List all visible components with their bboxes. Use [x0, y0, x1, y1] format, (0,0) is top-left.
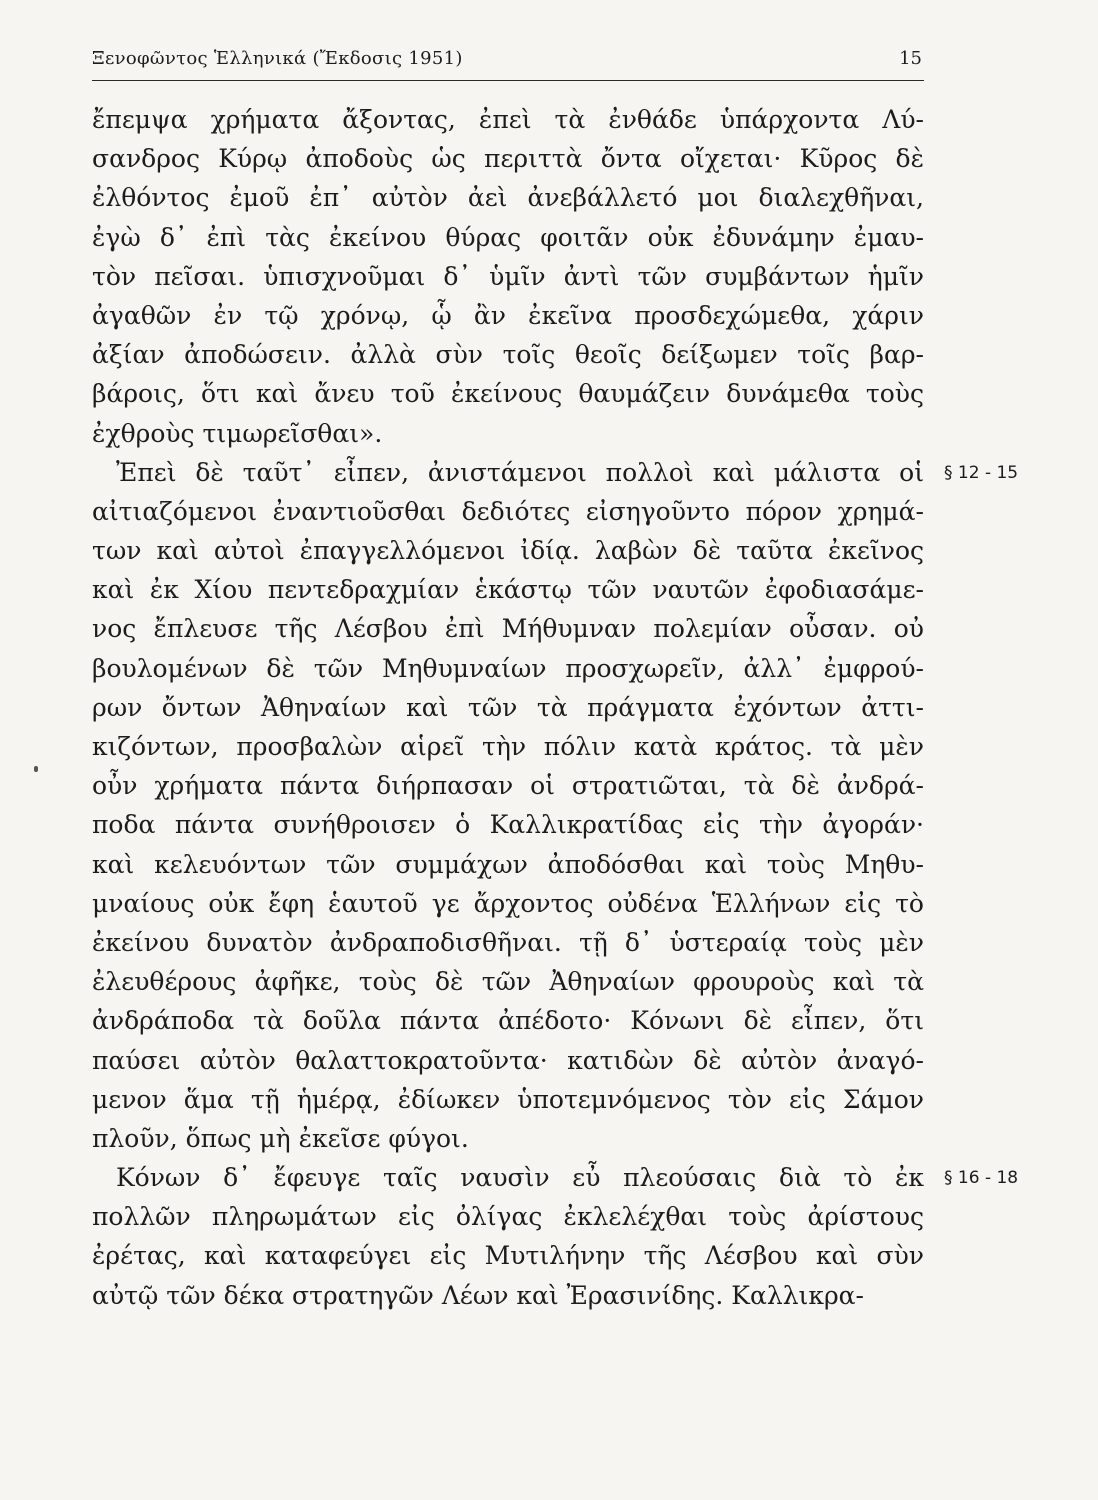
text-line: οὖν χρήματα πάντα διήρπασαν οἱ στρατιῶται, τὰ δὲ ἀνδρά- [92, 771, 924, 801]
body-text [92, 100, 924, 1315]
text-line: ἐλευθέρους ἀφῆκε, τοὺς δὲ τῶν Ἀθηναίων φρουροὺς καὶ τὰ [92, 967, 924, 997]
text-line: ρων ὄντων Ἀθηναίων καὶ τῶν τὰ πράγματα ἐχόντων ἀττι- [92, 692, 924, 722]
text-line: παύσει αὐτὸν θαλαττοκρατοῦντα· κατιδὼν δὲ αὐτὸν ἀναγό- [92, 1045, 924, 1075]
text-line: Κόνων δ᾽ ἔφευγε ταῖς ναυσὶν εὖ πλεούσαις διὰ τὸ ἐκ [116, 1163, 924, 1193]
text-line: σανδρος Κύρῳ ἀποδοὺς ὡς περιττὰ ὄντα οἴχεται· Κῦρος δὲ [92, 144, 924, 174]
text-line: ἐλθόντος ἐμοῦ ἐπ᾽ αὐτὸν ἀεὶ ἀνεβάλλετό μοι διαλεχθῆναι, [92, 183, 924, 213]
text-line: πλοῦν, ὅπως μὴ ἐκεῖσε φύγοι. [92, 1123, 469, 1153]
page-number: 15 [899, 48, 922, 69]
text-line: βάροις, ὅτι καὶ ἄνευ τοῦ ἐκείνους θαυμάζειν δυνάμεθα τοὺς [92, 379, 924, 409]
text-line: ἐχθροὺς τιμωρεῖσθαι». [92, 418, 383, 448]
margin-note-section-ref: § 12 - 15 [944, 462, 1019, 483]
header-title: Ξενοφῶντος Ἑλληνικά (Ἔκδοσις 1951) [92, 48, 463, 69]
margin-note-section-ref: § 16 - 18 [944, 1168, 1019, 1189]
text-line: ἀξίαν ἀποδώσειν. ἀλλὰ σὺν τοῖς θεοῖς δείξωμεν τοῖς βαρ- [92, 340, 924, 370]
text-line: ποδα πάντα συνήθροισεν ὁ Καλλικρατίδας εἰς τὴν ἀγοράν· [92, 810, 924, 840]
print-speck [34, 766, 38, 772]
running-header [92, 46, 924, 81]
text-line: ἐρέτας, καὶ καταφεύγει εἰς Μυτιλήνην τῆς Λέσβου καὶ σὺν [92, 1241, 924, 1271]
text-line: καὶ κελευόντων τῶν συμμάχων ἀποδόσθαι καὶ τοὺς Μηθυ- [92, 849, 924, 879]
text-line: ἀγαθῶν ἐν τῷ χρόνῳ, ᾧ ἂν ἐκεῖνα προσδεχώμεθα, χάριν [92, 300, 924, 330]
text-line: Ἐπεὶ δὲ ταῦτ᾽ εἶπεν, ἀνιστάμενοι πολλοὶ καὶ μάλιστα οἱ [116, 457, 924, 487]
text-line: αἰτιαζόμενοι ἐναντιοῦσθαι δεδιότες εἰσηγοῦντο πόρον χρημά- [92, 496, 924, 526]
text-line: καὶ ἐκ Χίου πεντεδραχμίαν ἑκάστῳ τῶν ναυτῶν ἐφοδιασάμε- [92, 575, 924, 605]
text-line: κιζόντων, προσβαλὼν αἱρεῖ τὴν πόλιν κατὰ κράτος. τὰ μὲν [92, 732, 924, 761]
text-line: μενον ἅμα τῇ ἡμέρᾳ, ἐδίωκεν ὑποτεμνόμενος τὸν εἰς Σάμον [92, 1084, 924, 1114]
text-line: των καὶ αὐτοὶ ἐπαγγελλόμενοι ἰδίᾳ. λαβὼν δὲ ταῦτα ἐκεῖνος [92, 536, 924, 566]
text-line: τὸν πεῖσαι. ὑπισχνοῦμαι δ᾽ ὑμῖν ἀντὶ τῶν συμβάντων ἡμῖν [92, 261, 924, 291]
text-line: ἔπεμψα χρήματα ἄξοντας, ἐπεὶ τὰ ἐνθάδε ὑπάρχοντα Λύ- [92, 105, 924, 134]
text-line: ἐγὼ δ᾽ ἐπὶ τὰς ἐκείνου θύρας φοιτᾶν οὐκ ἐδυνάμην ἐμαυ- [92, 222, 924, 252]
text-line: μναίους οὐκ ἔφη ἑαυτοῦ γε ἄρχοντος οὐδένα Ἑλλήνων εἰς τὸ [92, 888, 924, 918]
text-line: πολλῶν πληρωμάτων εἰς ὀλίγας ἐκλελέχθαι τοὺς ἀρίστους [92, 1202, 924, 1232]
text-line: ἀνδράποδα τὰ δοῦλα πάντα ἀπέδοτο· Κόνωνι δὲ εἶπεν, ὅτι [92, 1006, 924, 1036]
text-line: βουλομένων δὲ τῶν Μηθυμναίων προσχωρεῖν, ἀλλ᾽ ἐμφρού- [92, 653, 924, 683]
text-line: νος ἔπλευσε τῆς Λέσβου ἐπὶ Μήθυμναν πολεμίαν οὖσαν. οὐ [92, 614, 924, 644]
text-line: ἐκείνου δυνατὸν ἀνδραποδισθῆναι. τῇ δ᾽ ὑστεραίᾳ τοὺς μὲν [92, 927, 924, 957]
text-line: αὐτῷ τῶν δέκα στρατηγῶν Λέων καὶ Ἐρασινίδης. Καλλικρα- [92, 1280, 865, 1310]
